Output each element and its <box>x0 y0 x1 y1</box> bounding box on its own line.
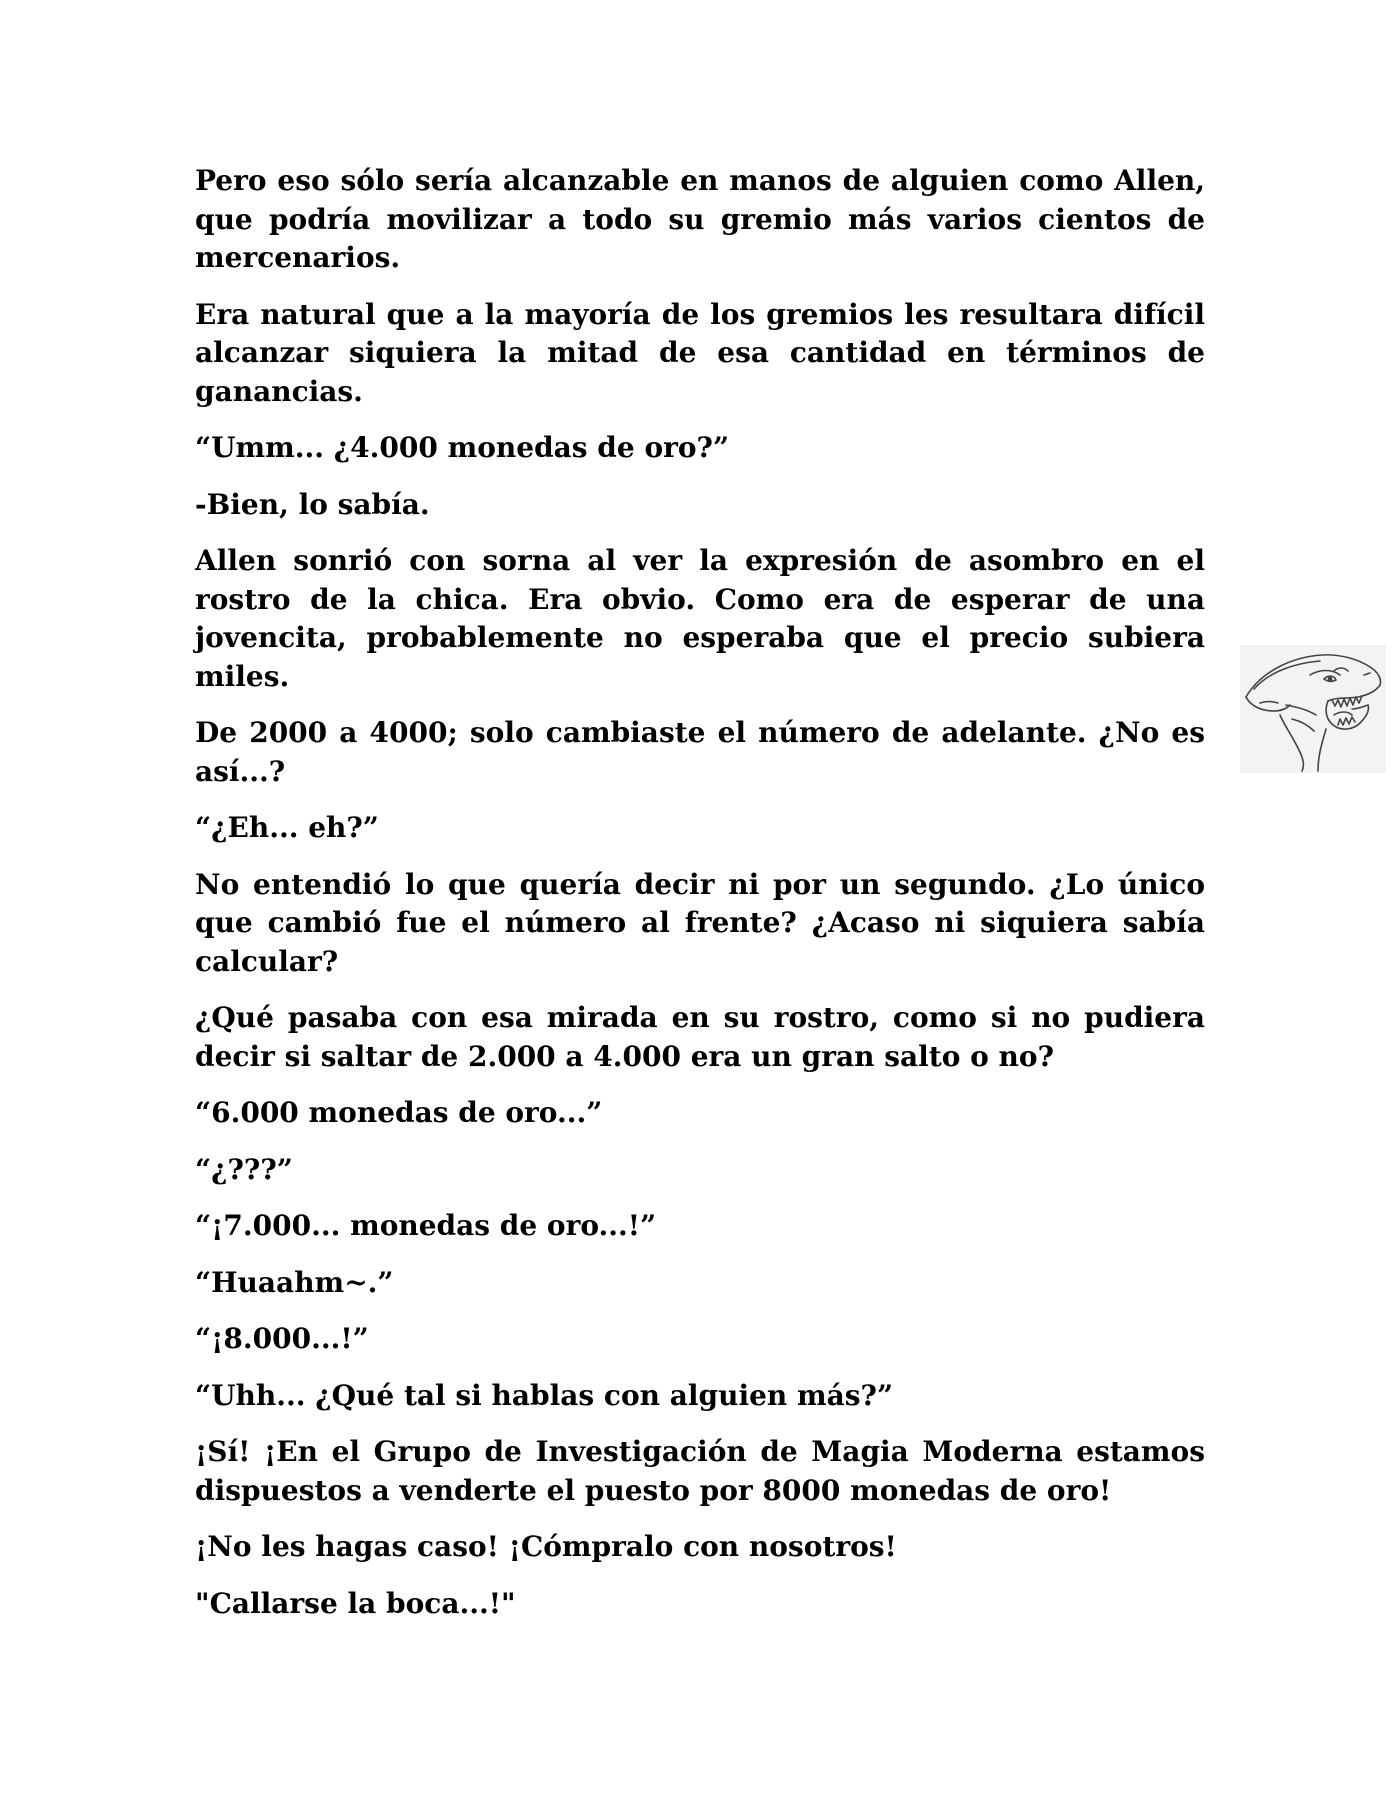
body-text <box>195 162 1205 1641</box>
paragraph: De 2000 a 4000; solo cambiaste el número de adelante. ¿No es así...? <box>195 716 1205 788</box>
paragraph: “Umm... ¿4.000 monedas de oro?” <box>195 431 730 464</box>
paragraph: “¡7.000... monedas de oro...!” <box>195 1209 657 1242</box>
paragraph: “¿Eh... eh?” <box>195 811 379 844</box>
paragraph: “6.000 monedas de oro...” <box>195 1096 603 1129</box>
paragraph: ¡No les hagas caso! ¡Cómpralo con nosotros! <box>195 1530 897 1563</box>
paragraph: ¿Qué pasaba con esa mirada en su rostro, como si no pudiera decir si saltar de 2.000 a 4.000 era un gran salto o no? <box>195 1001 1205 1073</box>
dinosaur-head-sketch-icon <box>1240 645 1386 773</box>
paragraph: ¡Sí! ¡En el Grupo de Investigación de Magia Moderna estamos dispuestos a venderte el puesto por 8000 monedas de oro! <box>195 1435 1205 1507</box>
paragraph: “Uhh... ¿Qué tal si hablas con alguien más?” <box>195 1378 894 1412</box>
paragraph: Era natural que a la mayoría de los gremios les resultara difícil alcanzar siquiera la mitad de esa cantidad en términos de ganancias. <box>195 297 1205 408</box>
paragraph: Allen sonrió con sorna al ver la expresión de asombro en el rostro de la chica. Era obvio. Como era de esperar de una jovencita, probablemente no esperaba que el precio subiera miles. <box>195 544 1205 693</box>
paragraph: “¡8.000...!” <box>195 1322 369 1355</box>
paragraph: “¿???” <box>195 1152 293 1186</box>
paragraph: “Huaahm~.” <box>195 1265 394 1299</box>
paragraph: -Bien, lo sabía. <box>195 487 430 521</box>
paragraph: No entendió lo que quería decir ni por un segundo. ¿Lo único que cambió fue el número al frente? ¿Acaso ni siquiera sabía calcular? <box>195 867 1205 978</box>
paragraph: Pero eso sólo sería alcanzable en manos de alguien como Allen, que podría movilizar a todo su gremio más varios cientos de mercenarios. <box>195 164 1205 274</box>
paragraph: "Callarse la boca...!" <box>195 1586 516 1620</box>
